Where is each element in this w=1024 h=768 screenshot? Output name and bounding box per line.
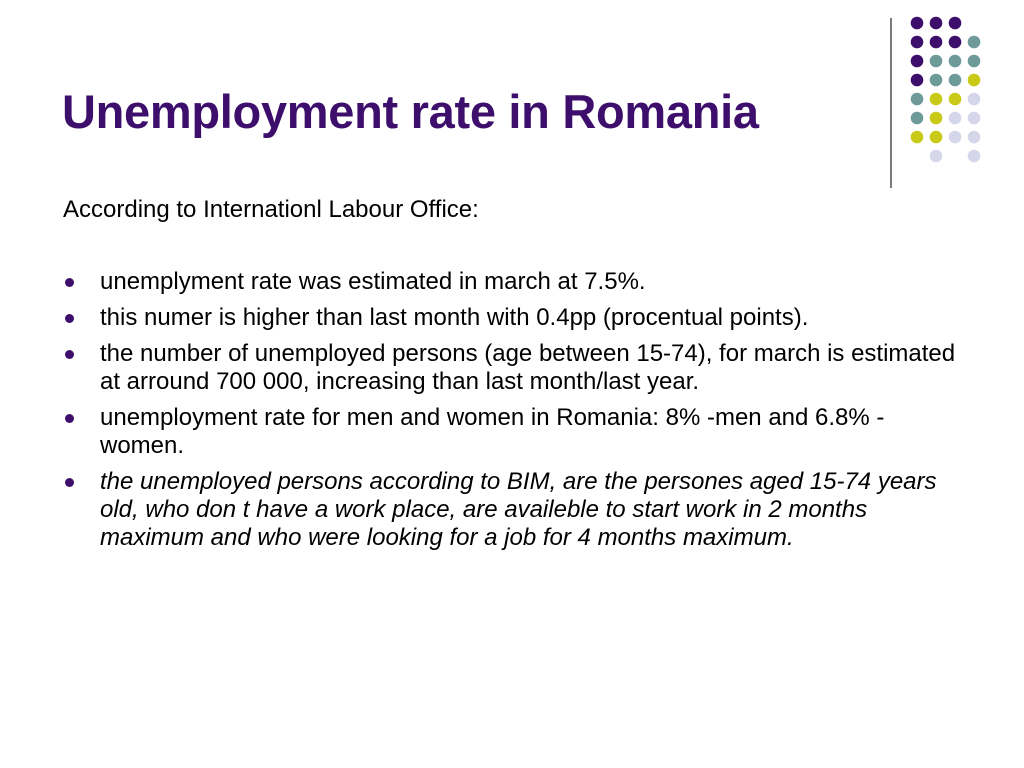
bullet-item (63, 404, 963, 460)
decorative-dot (949, 131, 962, 144)
decorative-dot (930, 131, 943, 144)
intro-text: According to Internationl Labour Office: (63, 196, 479, 223)
decorative-dot (911, 36, 924, 49)
decorative-dot (949, 17, 962, 30)
decorative-dot (930, 36, 943, 49)
decorative-dot (968, 36, 981, 49)
decorative-dot (911, 74, 924, 87)
decorative-dot (949, 74, 962, 87)
decorative-dot (911, 93, 924, 106)
decorative-dot (930, 55, 943, 68)
bullet-dot-icon (65, 350, 74, 359)
bullet-dot-icon (65, 278, 74, 287)
decorative-dot (930, 17, 943, 30)
decorative-dot (930, 93, 943, 106)
decorative-dot (968, 131, 981, 144)
decorative-dot (930, 112, 943, 125)
bullet-item (63, 340, 963, 396)
decorative-dot (911, 112, 924, 125)
decorative-dot (930, 74, 943, 87)
decorative-dot (911, 131, 924, 144)
bullet-text: unemplyment rate was estimated in march at 7.5%. (100, 268, 646, 295)
bullet-dot-icon (65, 314, 74, 323)
bullet-item (63, 304, 963, 332)
decorative-dot (968, 74, 981, 87)
decorative-dot (911, 17, 924, 30)
decorative-dot (930, 150, 943, 163)
bullet-text: this numer is higher than last month with 0.4pp (procentual points). (100, 304, 809, 331)
bullet-text: the number of unemployed persons (age between 15-74), for march is estimated at arround 700 000, increasing than last month/last year. (100, 340, 956, 395)
decorative-dot (968, 55, 981, 68)
decorative-dot (949, 93, 962, 106)
bullet-item (63, 268, 963, 296)
bullet-dot-icon (65, 414, 74, 423)
decorative-dot (911, 55, 924, 68)
bullet-dot-icon (65, 478, 74, 487)
bullet-text: unemployment rate for men and women in Romania: 8% -men and 6.8% -women. (100, 404, 885, 459)
slide-title: Unemployment rate in Romania (62, 85, 759, 138)
vertical-divider (890, 18, 892, 188)
decorative-dot (949, 55, 962, 68)
decorative-dot (949, 36, 962, 49)
bullet-text: the unemployed persons according to BIM, are the persones aged 15-74 years old, who don t have a work place, are availeble to start work in 2 months maximum and who were looking for a job for 4 months maximum. (100, 468, 937, 551)
decorative-dot (968, 150, 981, 163)
decorative-dot (968, 112, 981, 125)
bullet-item (63, 468, 963, 552)
decorative-dot (968, 93, 981, 106)
decorative-dot (949, 112, 962, 125)
bullet-list (63, 268, 963, 560)
